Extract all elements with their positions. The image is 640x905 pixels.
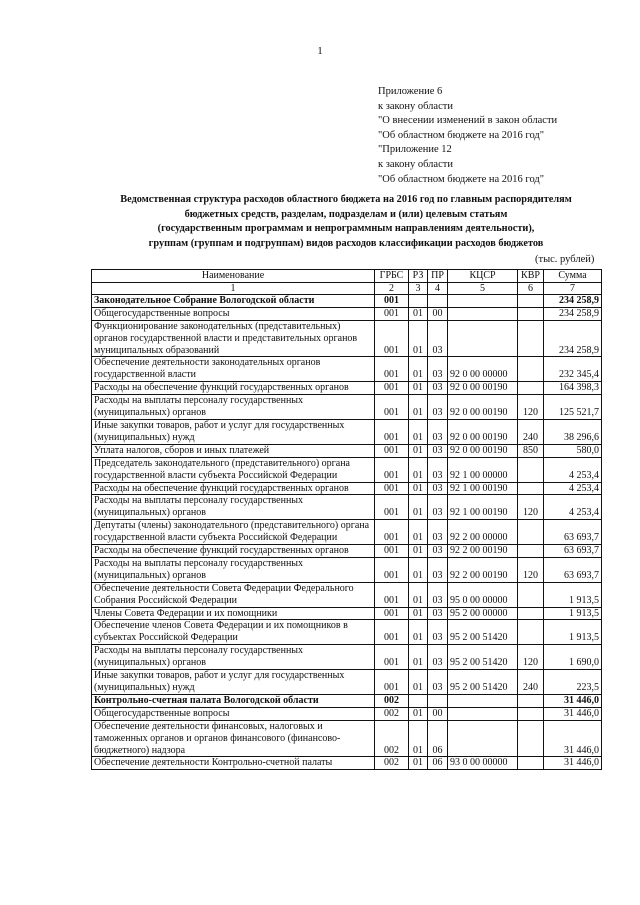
row-grbs-cell: 001 [375,495,409,520]
row-kvr-cell: 120 [518,395,544,420]
row-pr-cell: 03 [428,482,448,495]
row-sum-cell: 31 446,0 [544,757,602,770]
row-kvr-cell [518,545,544,558]
row-kvr-cell [518,382,544,395]
row-rz-cell [409,694,428,707]
row-grbs-cell: 001 [375,457,409,482]
row-name-cell: Расходы на выплаты персоналу государственных (муниципальных) органов [92,557,375,582]
row-rz-cell: 01 [409,457,428,482]
row-name-cell: Контрольно-счетная палата Вологодской области [92,694,375,707]
row-kvr-cell [518,294,544,307]
index-cell: 4 [428,282,448,294]
table-row [92,419,602,444]
table-row [92,620,602,645]
table-row [92,670,602,695]
row-rz-cell: 01 [409,482,428,495]
table-row [92,582,602,607]
row-name-cell: Иные закупки товаров, работ и услуг для государственных (муниципальных) нужд [92,670,375,695]
row-rz-cell: 01 [409,545,428,558]
row-pr-cell: 00 [428,307,448,320]
row-rz-cell: 01 [409,395,428,420]
row-sum-cell: 164 398,3 [544,382,602,395]
row-rz-cell: 01 [409,357,428,382]
header-kcsr: КЦСР [448,270,518,283]
row-sum-cell: 38 296,6 [544,419,602,444]
units-label: (тыс. рублей) [535,254,595,265]
row-rz-cell: 01 [409,419,428,444]
row-grbs-cell: 001 [375,382,409,395]
row-kcsr-cell: 92 2 00 00190 [448,545,518,558]
row-pr-cell: 03 [428,395,448,420]
row-kvr-cell: 120 [518,557,544,582]
budget-table [91,269,602,770]
table-row [92,444,602,457]
row-pr-cell: 03 [428,645,448,670]
appendix-line: "Приложение 12 [378,144,452,156]
row-rz-cell: 01 [409,557,428,582]
row-kcsr-cell: 92 0 00 00190 [448,395,518,420]
row-name-cell: Общегосударственные вопросы [92,707,375,720]
header-pr: ПР [428,270,448,283]
row-kcsr-cell [448,707,518,720]
row-kcsr-cell: 95 0 00 00000 [448,582,518,607]
row-kcsr-cell: 95 2 00 51420 [448,620,518,645]
row-name-cell: Расходы на обеспечение функций государственных органов [92,382,375,395]
row-grbs-cell: 002 [375,694,409,707]
header-grbs: ГРБС [375,270,409,283]
row-rz-cell: 01 [409,620,428,645]
row-sum-cell: 63 693,7 [544,557,602,582]
row-pr-cell: 03 [428,582,448,607]
row-kvr-cell [518,320,544,357]
row-sum-cell: 1 690,0 [544,645,602,670]
row-pr-cell: 06 [428,720,448,757]
row-grbs-cell: 001 [375,444,409,457]
table-row [92,720,602,757]
table-body [92,294,602,769]
row-kvr-cell [518,482,544,495]
row-sum-cell: 234 258,9 [544,307,602,320]
table-index-row [92,282,602,294]
row-kcsr-cell: 95 2 00 51420 [448,645,518,670]
row-pr-cell: 03 [428,382,448,395]
header-name: Наименование [92,270,375,283]
row-grbs-cell: 001 [375,395,409,420]
row-pr-cell: 03 [428,357,448,382]
table-row [92,694,602,707]
row-name-cell: Расходы на обеспечение функций государственных органов [92,545,375,558]
table-row [92,457,602,482]
row-grbs-cell: 001 [375,670,409,695]
row-kvr-cell [518,520,544,545]
row-rz-cell: 01 [409,670,428,695]
index-cell: 6 [518,282,544,294]
table-row [92,307,602,320]
row-kcsr-cell: 92 0 00 00190 [448,444,518,457]
row-name-cell: Обеспечение деятельности финансовых, налоговых и таможенных органов и органов финансового (финансово-бюджетного) надзора [92,720,375,757]
row-kcsr-cell [448,694,518,707]
row-sum-cell: 580,0 [544,444,602,457]
row-sum-cell: 31 446,0 [544,694,602,707]
table-row [92,545,602,558]
row-name-cell: Уплата налогов, сборов и иных платежей [92,444,375,457]
row-kcsr-cell [448,720,518,757]
row-name-cell: Расходы на выплаты персоналу государственных (муниципальных) органов [92,495,375,520]
row-kvr-cell: 120 [518,645,544,670]
row-kvr-cell [518,757,544,770]
row-name-cell: Председатель законодательного (представительного) органа государственной власти субъекта Российской Федерации [92,457,375,482]
index-cell: 2 [375,282,409,294]
row-grbs-cell: 001 [375,557,409,582]
row-kcsr-cell: 92 2 00 00190 [448,557,518,582]
row-kcsr-cell [448,307,518,320]
row-grbs-cell: 001 [375,607,409,620]
document-title [90,193,602,251]
row-kcsr-cell [448,320,518,357]
row-pr-cell: 03 [428,444,448,457]
row-kcsr-cell: 92 1 00 00190 [448,482,518,495]
row-sum-cell: 125 521,7 [544,395,602,420]
row-sum-cell: 232 345,4 [544,357,602,382]
row-sum-cell: 4 253,4 [544,482,602,495]
table-row [92,520,602,545]
row-grbs-cell: 001 [375,582,409,607]
row-sum-cell: 31 446,0 [544,707,602,720]
row-pr-cell: 06 [428,757,448,770]
title-line: бюджетных средств, разделам, подразделам и (или) целевым статьям [184,208,508,220]
row-name-cell: Расходы на выплаты персоналу государственных (муниципальных) органов [92,395,375,420]
table-row [92,320,602,357]
row-kvr-cell [518,694,544,707]
row-pr-cell: 03 [428,557,448,582]
row-grbs-cell: 001 [375,320,409,357]
row-pr-cell: 03 [428,670,448,695]
row-kcsr-cell: 92 0 00 00190 [448,382,518,395]
row-kcsr-cell: 92 1 00 00000 [448,457,518,482]
row-sum-cell: 1 913,5 [544,620,602,645]
row-kvr-cell [518,620,544,645]
appendix-line: "О внесении изменений в закон области [378,115,558,127]
table-row [92,294,602,307]
row-grbs-cell: 001 [375,419,409,444]
row-name-cell: Функционирование законодательных (представительных) органов государственной власти и представительных органов муниципальных образований [92,320,375,357]
appendix-line: Приложение 6 [378,86,443,97]
appendix-block [378,85,557,187]
row-kvr-cell [518,607,544,620]
row-pr-cell: 03 [428,545,448,558]
row-rz-cell: 01 [409,645,428,670]
row-rz-cell: 01 [409,582,428,607]
row-pr-cell [428,694,448,707]
row-name-cell: Обеспечение деятельности Контрольно-счетной палаты [92,757,375,770]
row-kvr-cell [518,720,544,757]
row-grbs-cell: 001 [375,294,409,307]
index-cell: 3 [409,282,428,294]
table-row [92,495,602,520]
appendix-line: к закону области [378,158,453,170]
row-kcsr-cell: 92 0 00 00000 [448,357,518,382]
row-kvr-cell: 120 [518,495,544,520]
appendix-line: "Об областном бюджете на 2016 год" [378,129,545,141]
row-grbs-cell: 001 [375,482,409,495]
row-kcsr-cell [448,294,518,307]
row-sum-cell: 234 258,9 [544,294,602,307]
row-rz-cell: 01 [409,520,428,545]
row-rz-cell: 01 [409,382,428,395]
row-rz-cell: 01 [409,307,428,320]
row-sum-cell: 4 253,4 [544,457,602,482]
row-grbs-cell: 001 [375,620,409,645]
row-kvr-cell: 240 [518,670,544,695]
table-row [92,482,602,495]
row-kvr-cell: 240 [518,419,544,444]
table-row [92,557,602,582]
row-pr-cell [428,294,448,307]
row-kvr-cell [518,307,544,320]
row-pr-cell: 03 [428,620,448,645]
row-sum-cell: 4 253,4 [544,495,602,520]
header-kvr: КВР [518,270,544,283]
row-kvr-cell [518,457,544,482]
row-name-cell: Расходы на выплаты персоналу государственных (муниципальных) органов [92,645,375,670]
header-rz: РЗ [409,270,428,283]
row-kvr-cell [518,357,544,382]
row-name-cell: Обеспечение членов Совета Федерации и их помощников в субъектах Российской Федерации [92,620,375,645]
row-kvr-cell [518,707,544,720]
row-rz-cell: 01 [409,320,428,357]
index-cell: 5 [448,282,518,294]
row-pr-cell: 03 [428,520,448,545]
row-grbs-cell: 001 [375,545,409,558]
row-rz-cell: 01 [409,607,428,620]
row-grbs-cell: 002 [375,707,409,720]
row-name-cell: Члены Совета Федерации и их помощники [92,607,375,620]
title-line: (государственным программам и непрограммным направлениям деятельности), [157,223,535,235]
row-sum-cell: 1 913,5 [544,582,602,607]
row-name-cell: Обеспечение деятельности законодательных органов государственной власти [92,357,375,382]
row-kcsr-cell: 95 2 00 51420 [448,670,518,695]
row-sum-cell: 234 258,9 [544,320,602,357]
table-row [92,382,602,395]
row-sum-cell: 223,5 [544,670,602,695]
row-grbs-cell: 002 [375,720,409,757]
row-kcsr-cell: 95 2 00 00000 [448,607,518,620]
row-pr-cell: 03 [428,457,448,482]
row-rz-cell: 01 [409,757,428,770]
row-kvr-cell: 850 [518,444,544,457]
row-grbs-cell: 001 [375,357,409,382]
row-kcsr-cell: 92 2 00 00000 [448,520,518,545]
row-pr-cell: 03 [428,320,448,357]
row-grbs-cell: 002 [375,757,409,770]
index-cell: 7 [544,282,602,294]
page-number: 1 [317,45,323,57]
row-sum-cell: 31 446,0 [544,720,602,757]
row-grbs-cell: 001 [375,645,409,670]
row-grbs-cell: 001 [375,307,409,320]
row-kcsr-cell: 92 1 00 00190 [448,495,518,520]
index-cell: 1 [92,282,375,294]
row-kcsr-cell: 92 0 00 00190 [448,419,518,444]
row-pr-cell: 03 [428,495,448,520]
row-rz-cell: 01 [409,444,428,457]
row-rz-cell: 01 [409,707,428,720]
title-line: группам (группам и подгруппам) видов расходов классификации расходов бюджетов [148,237,544,249]
row-rz-cell: 01 [409,495,428,520]
row-sum-cell: 63 693,7 [544,545,602,558]
table-row [92,395,602,420]
row-pr-cell: 03 [428,607,448,620]
table-row [92,357,602,382]
table-row [92,707,602,720]
appendix-line: к закону области [378,100,453,112]
row-grbs-cell: 001 [375,520,409,545]
table-row [92,607,602,620]
title-line: Ведомственная структура расходов областного бюджета на 2016 год по главным распорядителям [120,194,572,205]
row-name-cell: Обеспечение деятельности Совета Федерации Федерального Собрания Российской Федерации [92,582,375,607]
row-name-cell: Законодательное Собрание Вологодской области [92,294,375,307]
table-row [92,757,602,770]
row-sum-cell: 1 913,5 [544,607,602,620]
row-name-cell: Общегосударственные вопросы [92,307,375,320]
row-pr-cell: 03 [428,419,448,444]
appendix-line: "Об областном бюджете на 2016 год" [378,173,545,185]
row-pr-cell: 00 [428,707,448,720]
table-header-row [92,270,602,283]
row-rz-cell [409,294,428,307]
row-name-cell: Расходы на обеспечение функций государственных органов [92,482,375,495]
table-row [92,645,602,670]
row-sum-cell: 63 693,7 [544,520,602,545]
row-kvr-cell [518,582,544,607]
row-kcsr-cell: 93 0 00 00000 [448,757,518,770]
row-name-cell: Иные закупки товаров, работ и услуг для государственных (муниципальных) нужд [92,419,375,444]
header-sum: Сумма [544,270,602,283]
row-rz-cell: 01 [409,720,428,757]
row-name-cell: Депутаты (члены) законодательного (представительного) органа государственной власти субъекта Российской Федерации [92,520,375,545]
